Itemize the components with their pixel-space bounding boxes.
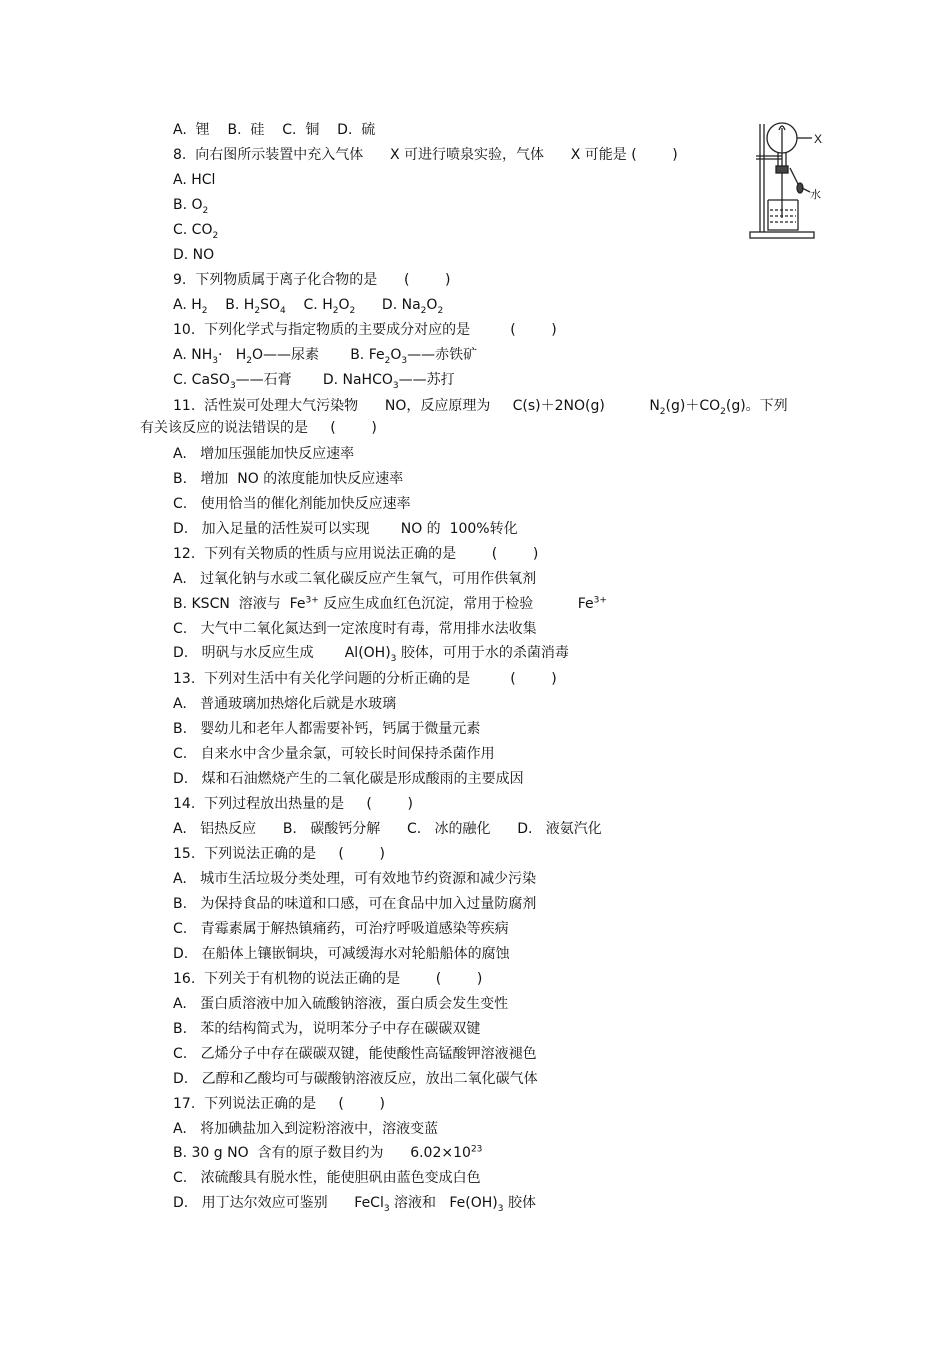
text: A. 城市生活垃圾分类处理，可有效地节约资源和减少污染 bbox=[173, 871, 537, 887]
text: O——尿素 B. Fe bbox=[252, 347, 385, 363]
text: C. 使用恰当的催化剂能加快反应速率 bbox=[173, 496, 411, 512]
q12-option-a bbox=[173, 569, 536, 589]
sub: 2 bbox=[384, 355, 391, 366]
text: A. 过氧化钠与水或二氧化碳反应产生氧气，可用作供氧剂 bbox=[173, 571, 537, 587]
q12-option-d bbox=[173, 643, 569, 663]
text: 17. 下列说法正确的是 ( ) bbox=[173, 1096, 385, 1112]
q11-option-d bbox=[173, 519, 518, 539]
sub: 2 bbox=[202, 205, 209, 216]
q10-options-ab bbox=[173, 345, 477, 365]
question-10-stem bbox=[173, 320, 557, 340]
sub: 3 bbox=[383, 1203, 390, 1214]
text: C. 自来水中含少量余氯，可较长时间保持杀菌作用 bbox=[173, 746, 495, 762]
q14-options bbox=[173, 819, 602, 839]
question-13-stem bbox=[173, 669, 557, 689]
question-11-stem-2 bbox=[140, 418, 377, 438]
sup: 23 bbox=[470, 1144, 483, 1155]
text: D. 在船体上镶嵌铜块，可减缓海水对轮船船体的腐蚀 bbox=[173, 946, 510, 962]
text: C. 青霉素属于解热镇痛药，可治疗呼吸道感染等疾病 bbox=[173, 921, 509, 937]
text: B. 为保持食品的味道和口感，可在食品中加入过量防腐剂 bbox=[173, 896, 537, 912]
sub: 2 bbox=[254, 305, 261, 316]
text: B. 婴幼儿和老年人都需要补钙，钙属于微量元素 bbox=[173, 721, 481, 737]
text: 有关该反应的说法错误的是 ( ) bbox=[140, 420, 377, 436]
sub: 4 bbox=[279, 305, 286, 316]
text: B. 30 g NO 含有的原子数目约为 6.02× bbox=[173, 1145, 454, 1161]
question-9-stem bbox=[173, 270, 450, 290]
stand-base bbox=[750, 232, 814, 238]
text: A. 铝热反应 B. 碳酸钙分解 C. 冰的融化 D. 液氨汽化 bbox=[173, 821, 602, 837]
text: A. 增加压强能加快反应速率 bbox=[173, 446, 355, 462]
label-water: 水 bbox=[810, 188, 821, 201]
question-11-stem bbox=[173, 396, 788, 416]
sub: 3 bbox=[212, 355, 218, 366]
text: C. 浓硫酸具有脱水性，能使胆矾由蓝色变成白色 bbox=[173, 1170, 481, 1186]
q12-option-b bbox=[173, 594, 607, 614]
text: 反应生成血红色沉淀，常用于检验 Fe bbox=[318, 596, 594, 612]
q11-option-c bbox=[173, 494, 411, 514]
sub: 2 bbox=[212, 230, 219, 241]
text: D. NO bbox=[173, 247, 215, 263]
q17-option-c bbox=[173, 1168, 481, 1188]
text: 10. 下列化学式与指定物质的主要成分对应的是 ( ) bbox=[173, 322, 557, 338]
text: B. 苯的结构简式为，说明苯分子中存在碳碳双键 bbox=[173, 1021, 481, 1037]
q16-option-d bbox=[173, 1069, 538, 1089]
q8-option-d bbox=[173, 245, 214, 265]
sup: 3+ bbox=[305, 595, 319, 606]
text: A. 蛋白质溶液中加入硫酸钠溶液，蛋白质会发生变性 bbox=[173, 996, 509, 1012]
sup: 3+ bbox=[593, 595, 607, 606]
text: A. 锂 B. 硅 C. 铜 D. 硫 bbox=[173, 122, 376, 138]
text: ——赤铁矿 bbox=[407, 347, 478, 363]
text: 11. 活性炭可处理大气污染物 NO，反应原理为 C(s)＋2NO(g) N bbox=[173, 398, 660, 414]
text: SO bbox=[260, 297, 280, 313]
q8-option-a bbox=[173, 170, 215, 190]
text: D. Na bbox=[355, 297, 421, 313]
q13-option-d bbox=[173, 769, 524, 789]
q16-option-c bbox=[173, 1044, 537, 1064]
text: 15. 下列说法正确的是 ( ) bbox=[173, 846, 385, 862]
question-17-stem bbox=[173, 1094, 385, 1114]
text: C. CaSO bbox=[173, 372, 230, 388]
sub: 2 bbox=[246, 355, 253, 366]
stopper bbox=[776, 166, 788, 173]
text: O bbox=[338, 297, 350, 313]
text: D. 明矾与水反应生成 Al(OH) bbox=[173, 645, 391, 661]
question-15-stem bbox=[173, 844, 385, 864]
text: B. O bbox=[173, 197, 203, 213]
text: 8. 向右图所示装置中充入气体 X 可进行喷泉实验，气体 X 可能是 ( ) bbox=[173, 147, 678, 163]
q17-option-a bbox=[173, 1119, 438, 1139]
text: (g)＋CO bbox=[665, 398, 721, 414]
q15-option-d bbox=[173, 944, 510, 964]
text: C. H bbox=[285, 297, 333, 313]
q12-option-c bbox=[173, 619, 537, 639]
q11-option-b bbox=[173, 469, 403, 489]
q15-option-b bbox=[173, 894, 536, 914]
sub: 3 bbox=[392, 380, 399, 391]
q9-options bbox=[173, 295, 443, 315]
sub: 3 bbox=[229, 380, 236, 391]
text: C. 大气中二氧化氮达到一定浓度时有毒，常用排水法收集 bbox=[173, 621, 537, 637]
text: B. 增加 NO 的浓度能加快反应速率 bbox=[173, 471, 404, 487]
q13-option-b bbox=[173, 719, 480, 739]
text: C. 乙烯分子中存在碳碳双键，能使酸性高锰酸钾溶液褪色 bbox=[173, 1046, 537, 1062]
sub: 2 bbox=[201, 305, 208, 316]
q8-option-c bbox=[173, 220, 218, 240]
text: (g)。下列 bbox=[725, 398, 788, 414]
text: D. 加入足量的活性炭可以实现 NO 的 100%转化 bbox=[173, 521, 518, 537]
text: A. NH bbox=[173, 347, 213, 363]
text: 胶体，可用于水的杀菌消毒 bbox=[396, 645, 569, 661]
q17-option-b bbox=[173, 1143, 482, 1163]
question-8-stem bbox=[173, 145, 678, 165]
q13-option-c bbox=[173, 744, 495, 764]
q16-option-b bbox=[173, 1019, 480, 1039]
q13-option-a bbox=[173, 694, 396, 714]
text: 14. 下列过程放出热量的是 ( ) bbox=[173, 796, 413, 812]
q11-option-a bbox=[173, 444, 354, 464]
text: D. 乙醇和乙酸均可与碳酸钠溶液反应，放出二氧化碳气体 bbox=[173, 1071, 538, 1087]
text: · H bbox=[217, 347, 247, 363]
text: 16. 下列关于有机物的说法正确的是 ( ) bbox=[173, 971, 483, 987]
q10-options-cd bbox=[173, 370, 455, 390]
text: O bbox=[426, 297, 438, 313]
text: D. 用丁达尔效应可鉴别 FeCl bbox=[173, 1195, 384, 1211]
sub: 2 bbox=[349, 305, 356, 316]
text: O bbox=[390, 347, 402, 363]
sub: 2 bbox=[420, 305, 427, 316]
text: 9. 下列物质属于离子化合物的是 ( ) bbox=[173, 272, 451, 288]
sub: 3 bbox=[390, 653, 397, 664]
text: A. 将加碘盐加入到淀粉溶液中，溶液变蓝 bbox=[173, 1121, 439, 1137]
text: C. CO bbox=[173, 222, 213, 238]
q15-option-c bbox=[173, 919, 509, 939]
text: 溶液和 Fe(OH) bbox=[389, 1195, 498, 1211]
text: A. HCl bbox=[173, 172, 216, 188]
text: B. KSCN 溶液与 Fe bbox=[173, 596, 306, 612]
text: ——苏打 bbox=[398, 372, 455, 388]
label-x: X bbox=[814, 132, 823, 146]
text: 12. 下列有关物质的性质与应用说法正确的是 ( ) bbox=[173, 546, 539, 562]
text: 13. 下列对生活中有关化学问题的分析正确的是 ( ) bbox=[173, 671, 557, 687]
q16-option-a bbox=[173, 994, 508, 1014]
sub: 3 bbox=[497, 1203, 504, 1214]
question-7-options bbox=[173, 120, 375, 140]
question-14-stem bbox=[173, 794, 413, 814]
sub: 3 bbox=[401, 355, 408, 366]
q17-option-d bbox=[173, 1193, 536, 1213]
sub: 2 bbox=[332, 305, 339, 316]
text: A. H bbox=[173, 297, 202, 313]
text: B. H bbox=[207, 297, 255, 313]
beaker bbox=[768, 200, 798, 230]
question-12-stem bbox=[173, 544, 538, 564]
q15-option-a bbox=[173, 869, 536, 889]
q8-option-b bbox=[173, 195, 208, 215]
sub: 2 bbox=[437, 305, 444, 316]
question-16-stem bbox=[173, 969, 482, 989]
sub: 2 bbox=[659, 406, 666, 417]
text: ——石膏 D. NaHCO bbox=[235, 372, 393, 388]
text: 10 bbox=[453, 1145, 471, 1161]
text: D. 煤和石油燃烧产生的二氧化碳是形成酸雨的主要成因 bbox=[173, 771, 524, 787]
text: 胶体 bbox=[503, 1195, 536, 1211]
text: A. 普通玻璃加热熔化后就是水玻璃 bbox=[173, 696, 397, 712]
fountain-apparatus-figure bbox=[746, 118, 836, 244]
sub: 2 bbox=[720, 406, 726, 417]
